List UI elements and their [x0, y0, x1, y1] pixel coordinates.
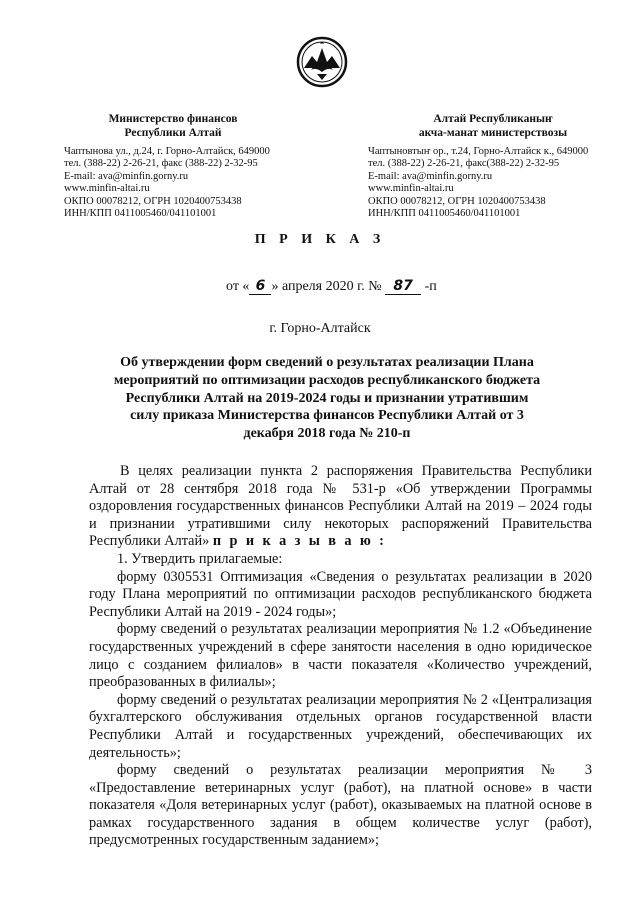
order-number-suffix: -п — [424, 279, 437, 294]
org-name-line2: Республики Алтай — [124, 127, 222, 139]
order-date-prefix: от « — [226, 279, 250, 294]
inn-kpp: ИНН/КПП 0411005460/041101001 — [64, 208, 217, 220]
contacts-block — [64, 146, 314, 220]
address: Чаптыновтыҥ ор., т.24, Горно-Алтайск к., 649000 — [368, 146, 589, 157]
form-item-3: форму сведений о результатах реализации мероприятия № 2 «Централизация бухгалтерского обслуживания отдельных органов государственной власти Республики Алтай и государственных учреждений, обеспечивающих их деятельность»; — [89, 691, 592, 761]
order-subject-heading: Об утверждении форм сведений о результатах реализации Плана мероприятий по оптимизации расходов республиканского бюджета Республики Алтай на 2019-2024 годы и признании утратившим силу приказа Министерства финансов Республики Алтай от 3 декабря 2018 года № 210-п — [113, 355, 541, 442]
orders-word: п р и к а з ы в а ю : — [212, 533, 387, 550]
phone-fax: тел. (388-22) 2-26-21, факс(388-22) 2-32-95 — [368, 158, 560, 170]
item-1: 1. Утвердить прилагаемые: — [117, 550, 283, 567]
ministry-header-russian — [64, 112, 314, 220]
coat-of-arms-emblem — [296, 36, 348, 88]
intro-paragraph — [89, 463, 592, 551]
org-name-line2: акча-манат министерствозы — [418, 127, 568, 139]
order-date-middle: » апреля 2020 г. № — [271, 279, 382, 294]
form-item-2: форму сведений о результатах реализации мероприятия № 1.2 «Объединение государственных учреждений в сфере занятости населения в одно юридическое лицо с созданием филиалов» в части показателя «Количество учреждений, преобразованных в филиалы»; — [89, 621, 592, 691]
email: E-mail: ava@minfin.gorny.ru — [64, 170, 189, 182]
ministry-header-altai — [368, 112, 618, 220]
org-name-line1: Алтай Республиканыҥ — [433, 113, 553, 125]
order-body — [89, 463, 592, 850]
order-day-handwritten: 6 — [249, 278, 271, 295]
city-line: г. Горно-Алтайск — [269, 321, 371, 336]
okpo-ogrn: ОКПО 00078212, ОГРН 1020400753438 — [64, 195, 242, 207]
contacts-block — [368, 146, 618, 220]
inn-kpp: ИНН/КПП 0411005460/041101001 — [368, 208, 521, 220]
order-date-number — [226, 278, 437, 295]
address: Чаптынова ул., д.24, г. Горно-Алтайск, 649000 — [64, 146, 270, 157]
website: www.minfin-altai.ru — [368, 183, 454, 195]
form-item-4: форму сведений о результатах реализации мероприятия № 3 «Предоставление ветеринарных услуг (работ), на платной основе» в части показателя «Доля ветеринарных услуг (работ), оказываемых на платной основе в рамках государственного задания в общем количестве услуг (работ), предусмотренных государственным заданием»; — [89, 762, 592, 849]
website: www.minfin-altai.ru — [64, 183, 150, 195]
order-title: П Р И К А З — [254, 232, 386, 247]
intro-text: В целях реализации пункта 2 распоряжения Правительства Республики Алтай от 28 сентября 2018 года № 531-р «Об утверждении Программы оздоровления государственных финансов Республики Алтай на 2019 – 2024 годы и признании утратившими силу некоторых распоряжений Правительства Республики Алтай» — [89, 463, 592, 550]
form-item-1: форму 0305531 Оптимизация «Сведения о результатах реализации в 2020 году Плана мероприятий по оптимизации расходов республиканского бюджета Республики Алтай на 2019 - 2024 годы»; — [89, 568, 592, 620]
phone-fax: тел. (388-22) 2-26-21, факс (388-22) 2-32-95 — [64, 158, 258, 170]
order-number-handwritten: 87 — [385, 278, 421, 295]
org-name-line1: Министерство финансов — [108, 113, 238, 125]
email: E-mail: ava@minfin.gorny.ru — [368, 170, 493, 182]
okpo-ogrn: ОКПО 00078212, ОГРН 1020400753438 — [368, 195, 546, 207]
